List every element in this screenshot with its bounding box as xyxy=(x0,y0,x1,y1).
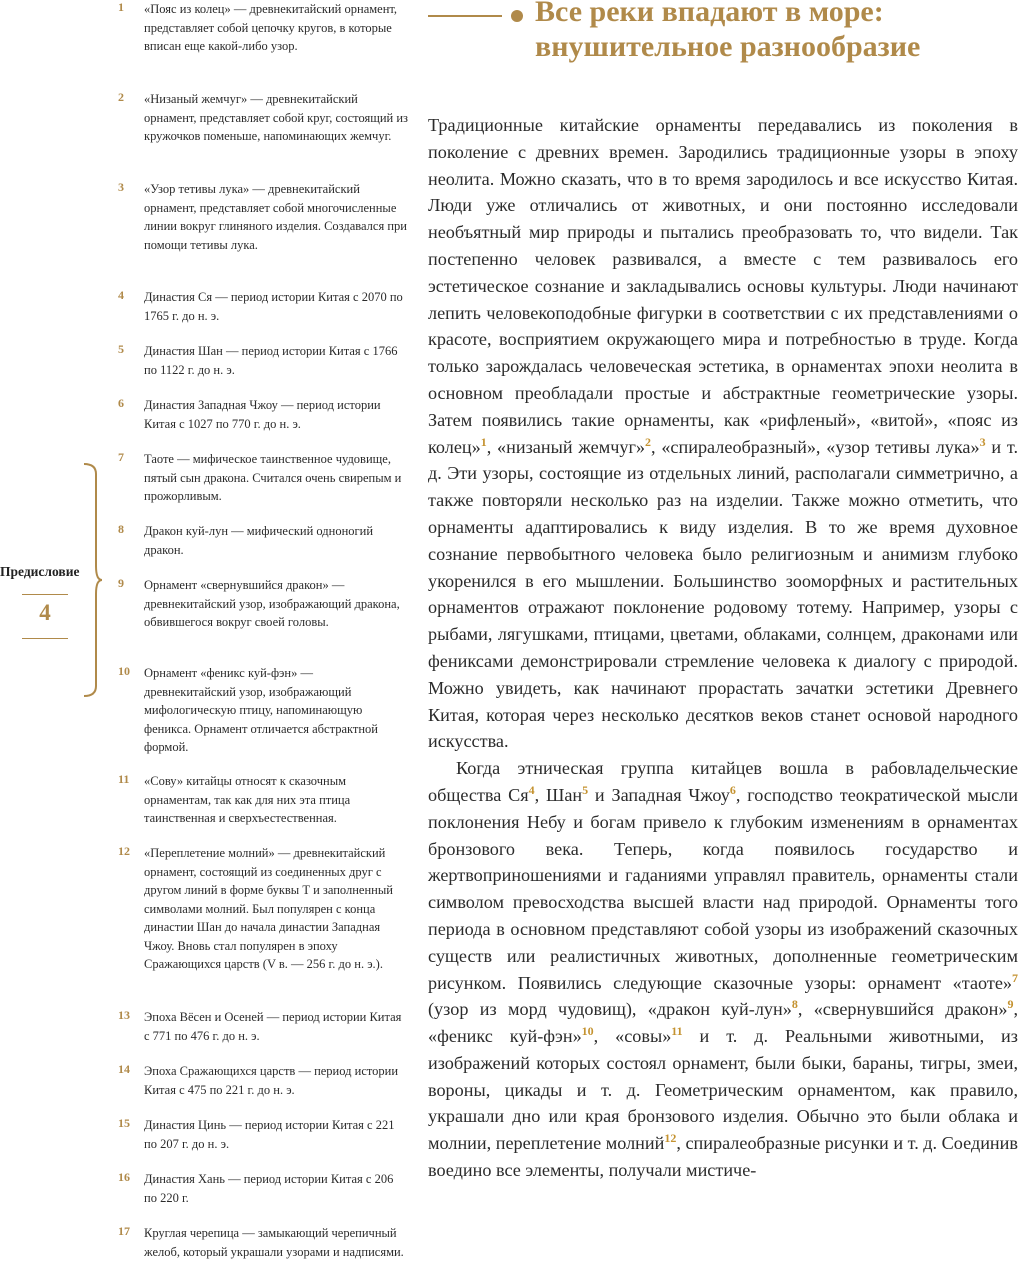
text-run: Традиционные китайские орнаменты передавались из поколения в поколение с древних времен. Зародились традиционные узоры в эпоху неолита. Можно сказать, что в то время зародилось и все искусство Китая. Люди уже отличались от животных, и они постоянно исследовали необъятный мир природы и пытались преобразовать то, что видели. Так постепенно человек развивался, а вместе с тем развивалось его эстетическое сознание и закладывались основы культуры. Люди начинают лепить человекоподобные фигурки в соответствии с их представлениями о красоте, восприятием окружающего мира и потребностью в труде. Когда только зарождалась человеческая эстетика, в орнаментах эпохи неолита в основном преобладали простые и абстрактные геометрические узоры. Затем появились такие орнаменты, как «рифленый», «витой», «пояс из колец» xyxy=(428,115,1018,457)
footnote-number: 11 xyxy=(118,772,130,786)
footnote-ref: 10 xyxy=(581,1024,594,1039)
footnote-number: 14 xyxy=(118,1062,130,1076)
footnote-number: 6 xyxy=(118,396,124,410)
footnote-text: Династия Хань — период истории Китая с 206 по 220 г. xyxy=(144,1172,394,1205)
footnote-number: 10 xyxy=(118,664,130,678)
text-run: , спиралеобразные рисунки и т. д. Соединив воедино все элементы, получали мистиче- xyxy=(428,1133,1018,1181)
footnote-ref: 4 xyxy=(528,782,535,797)
section-label: Предисловие xyxy=(0,564,80,579)
footnote-text: Дракон куй-лун — мифический одноногий дракон. xyxy=(144,524,374,557)
text-run: , «феникс куй-фэн» xyxy=(428,999,1018,1047)
footnote-text: Династия Ся — период истории Китая с 2070 по 1765 г. до н. э. xyxy=(144,290,403,323)
text-run: и т. д. Эти узоры, состоящие из отдельных линий, располагали симметрично, а также повторяли несколько раз на изделии. Также можно отметить, что орнаменты адаптировались к виду изделия. В то же время духовное сознание первобытного человека было религиозным и анимизм глубоко укоренился в его мышлении. Большинство зооморфных и растительных орнаментов отражают поклонение родовому тотему. Например, узоры с рыбами, лягушками, птицами, цветами, облаками, солнцем, драконами или фениксами демонстрировали стремление человека к диалогу с природой. Можно увидеть, как начинают прорастать зачатки эстетики Древнего Китая, которая через несколько десятков веков станет основой народного искусства. xyxy=(428,436,1018,752)
footnote-number: 8 xyxy=(118,522,124,536)
footnote-ref: 7 xyxy=(1012,970,1018,985)
body-paragraph xyxy=(428,112,1018,755)
text-run: Когда этническая группа китайцев вошла в рабовладельческие общества Ся xyxy=(428,758,1018,805)
footnote-number: 12 xyxy=(118,844,130,858)
footnote-text: Орнамент «свернувшийся дракон» — древнекитайский узор, изображающий дракона, обвившегося вокруг своей головы. xyxy=(144,578,400,629)
footnote-text: «Узор тетивы лука» — древнекитайский орнамент, представляет собой многочисленные линии вокруг глиняного изделия. Создавался при помощи тетивы лука. xyxy=(144,182,407,252)
footnote-number: 2 xyxy=(118,90,124,104)
footnote-text: Династия Западная Чжоу — период истории Китая с 1027 по 770 г. до н. э. xyxy=(144,398,381,431)
footnote-number: 3 xyxy=(118,180,124,194)
footnote-text: Династия Цинь — период истории Китая с 221 по 207 г. до н. э. xyxy=(144,1118,395,1151)
footnote-number: 7 xyxy=(118,450,124,464)
footnote-ref: 1 xyxy=(480,434,487,449)
footnote-ref: 8 xyxy=(791,997,798,1012)
page-number-rule-top xyxy=(22,594,68,595)
footnote-text: «Сову» китайцы относят к сказочным орнаментам, так как для них эта птица таинственная и сверхъестественная. xyxy=(144,774,351,825)
footnote-text: Эпоха Вёсен и Осеней — период истории Китая с 771 по 476 г. до н. э. xyxy=(144,1010,402,1043)
footnote-ref: 2 xyxy=(645,434,652,449)
footnote-number: 13 xyxy=(118,1008,130,1022)
footnote-number: 16 xyxy=(118,1170,130,1184)
footnote-ref: 6 xyxy=(729,782,736,797)
footnote-number: 5 xyxy=(118,342,124,356)
text-run: , «свернувшийся дракон» xyxy=(797,999,1008,1020)
footnote-number: 17 xyxy=(118,1224,130,1238)
bracket-icon xyxy=(82,462,104,698)
title-rule xyxy=(428,15,502,17)
text-run: , «спиралеобразный», «узор тетивы лука» xyxy=(651,436,980,457)
footnote-ref: 11 xyxy=(671,1024,683,1039)
footnote-ref: 3 xyxy=(979,434,986,449)
bullet-icon xyxy=(511,10,523,22)
text-run: , «совы» xyxy=(593,1026,672,1047)
section-title: Все реки впадают в море: внушительное разнообразие xyxy=(535,0,921,63)
footnote-text: Династия Шан — период истории Китая с 1766 по 1122 г. до н. э. xyxy=(144,344,398,377)
footnote-text: Таоте — мифическое таинственное чудовище, пятый сын дракона. Считался очень свирепым и прожорливым. xyxy=(144,452,402,503)
footnote-number: 4 xyxy=(118,288,124,302)
footnote-text: «Низаный жемчуг» — древнекитайский орнамент, представляет собой круг, состоящий из кружочков поменьше, напоминающих жемчуг. xyxy=(144,92,408,143)
page-number: 4 xyxy=(39,600,51,625)
footnote-number: 9 xyxy=(118,576,124,590)
text-run: и т. д. Реальными животными, из изображений которых состоял орнамент, были быки, бараны, тигры, змеи, вороны, цикады и т. д. Геометрическим орнаментом, как правило, украшали дно или края бронзового изделия. Обычно это были облака и молнии, переплетение молний xyxy=(428,1026,1018,1154)
text-run: (узор из морд чудовищ), «дракон куй-лун» xyxy=(428,999,792,1020)
footnote-number: 1 xyxy=(118,0,124,14)
page-number-rule-bottom xyxy=(22,638,68,639)
footnote-text: Эпоха Сражающихся царств — период истории Китая с 475 по 221 г. до н. э. xyxy=(144,1064,399,1097)
text-run: и Западная Чжоу xyxy=(588,784,730,805)
text-run: , Шан xyxy=(534,784,583,805)
footnote-ref: 12 xyxy=(664,1131,677,1146)
text-run: , господство теократической мысли поклонения Небу и богам привело к глубоким изменениям в орнаментах бронзового века. Теперь, когда появилось государство и жертвоприношениями и гаданиями управлял правитель, орнаменты стали символом превосходства высшей власти над природой. Орнаменты того периода в основном представляют собой узоры из изображений сказочных существ или реалистичных животных, дополненные геометрическим рисунком. Появились следующие сказочные узоры: орнамент «таоте» xyxy=(428,784,1018,993)
footnote-text: «Пояс из колец» — древнекитайский орнамент, представляет собой цепочку кругов, в которые вписан еще какой-либо узор. xyxy=(144,2,398,53)
footnote-number: 15 xyxy=(118,1116,130,1130)
footnote-text: Орнамент «феникс куй-фэн» — древнекитайский узор, изображающий мифологическую птицу, напоминающую феникса. Орнамент отличается абстрактной формой. xyxy=(144,666,378,754)
footnote-text: Круглая черепица — замыкающий черепичный желоб, который украшали узорами и надписями. xyxy=(144,1226,404,1259)
body-paragraph xyxy=(428,755,1018,1184)
footnote-ref: 5 xyxy=(582,782,589,797)
footnote-ref: 9 xyxy=(1007,997,1014,1012)
footnote-text: «Переплетение молний» — древнекитайский орнамент, состоящий из соединенных друг с другом линий в форме буквы Т и заполненный символами молний. Был популярен с конца династии Шан до начала династии Западная Чжоу. Вновь стал популярен в эпоху Сражающихся царств (V в. — 256 г. до н. э.). xyxy=(144,846,393,971)
body-text xyxy=(428,112,1018,1184)
text-run: , «низаный жемчуг» xyxy=(486,436,646,457)
